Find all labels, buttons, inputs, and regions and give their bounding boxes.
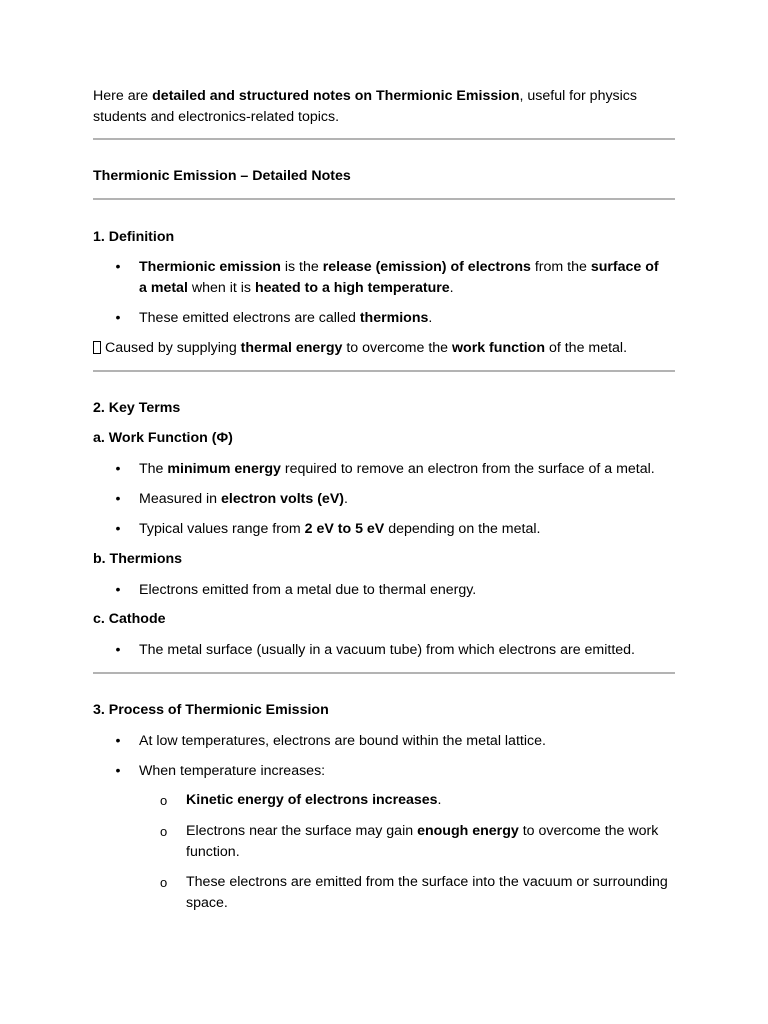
horizontal-rule: [93, 672, 675, 674]
bullet-marker: •: [115, 259, 121, 275]
horizontal-rule: [93, 138, 675, 140]
bullet-marker: •: [115, 521, 121, 537]
list-item-text: At low temperatures, electrons are bound within the metal lattice.: [139, 733, 546, 749]
list-item-text: Thermionic emission is the release (emission) of electrons from the surface of a metal when it is heated to a high temperature.: [139, 259, 659, 296]
sub-bullet-marker: o: [160, 875, 168, 890]
section-heading-key-terms: 2. Key Terms: [93, 400, 181, 416]
list-item-text: Measured in electron volts (eV).: [139, 491, 348, 507]
list-item-text: The metal surface (usually in a vacuum tube) from which electrons are emitted.: [139, 642, 635, 658]
sub-bullet-marker: o: [160, 793, 168, 808]
subheading-thermions: b. Thermions: [93, 551, 183, 567]
section-heading-definition: 1. Definition: [93, 229, 175, 245]
list-item-text: Electrons emitted from a metal due to thermal energy.: [139, 582, 477, 598]
bullet-marker: •: [115, 763, 121, 779]
bullet-marker: •: [115, 310, 121, 326]
list-item-text: The minimum energy required to remove an electron from the surface of a metal.: [139, 461, 655, 477]
missing-glyph-icon: [93, 341, 101, 354]
document-title: Thermionic Emission – Detailed Notes: [93, 168, 351, 184]
bullet-marker: •: [115, 642, 121, 658]
bullet-marker: •: [115, 582, 121, 598]
sub-bullet-marker: o: [160, 824, 168, 839]
intro-paragraph: Here are detailed and structured notes on Thermionic Emission, useful for physics students and electronics-related topics.: [93, 88, 637, 125]
list-item-text: Typical values range from 2 eV to 5 eV depending on the metal.: [139, 521, 541, 537]
bullet-marker: •: [115, 733, 121, 749]
sub-list-item-text: Kinetic energy of electrons increases.: [186, 792, 442, 808]
definition-note: Caused by supplying thermal energy to overcome the work function of the metal.: [93, 338, 675, 359]
subheading-work-function: a. Work Function (Φ): [93, 430, 233, 446]
horizontal-rule: [93, 370, 675, 372]
list-item-text: These emitted electrons are called thermions.: [139, 310, 433, 326]
horizontal-rule: [93, 198, 675, 200]
section-heading-process: 3. Process of Thermionic Emission: [93, 702, 329, 718]
list-item-text: When temperature increases:: [139, 763, 326, 779]
bullet-marker: •: [115, 461, 121, 477]
sub-list-item-text: Electrons near the surface may gain enough energy to overcome the work function.: [186, 823, 659, 860]
sub-list-item-text: These electrons are emitted from the surface into the vacuum or surrounding space.: [186, 874, 668, 911]
bullet-marker: •: [115, 491, 121, 507]
subheading-cathode: c. Cathode: [93, 611, 166, 627]
